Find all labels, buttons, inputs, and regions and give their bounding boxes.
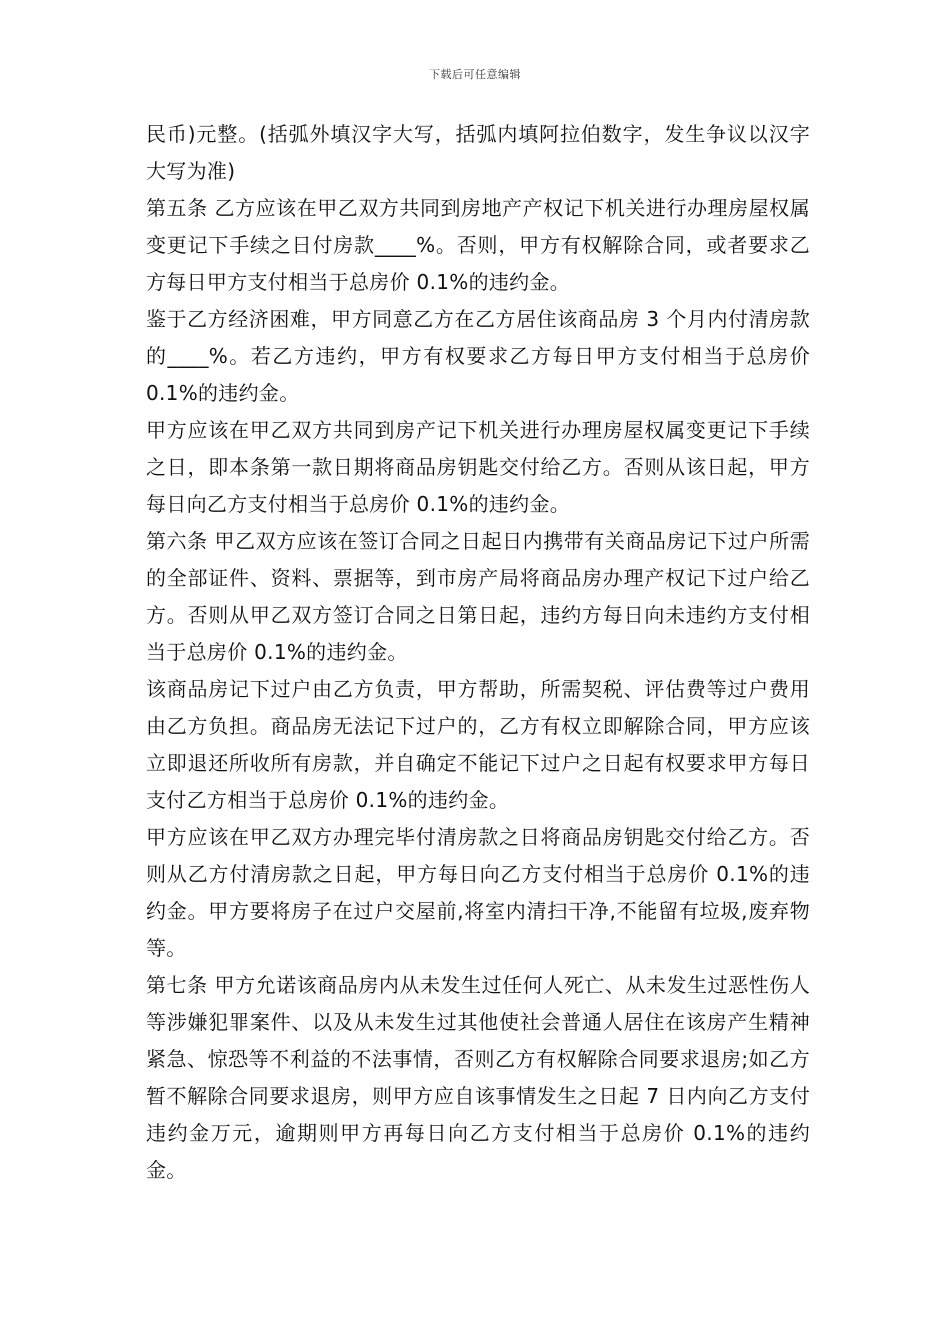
paragraph: 民币)元整。(括弧外填汉字大写，括弧内填阿拉伯数字，发生争议以汉字大写为准) — [146, 122, 810, 183]
paragraph: 第六条 甲乙双方应该在签订合同之日起日内携带有关商品房记下过户所需的全部证件、资料、票据等，到市房产局将商品房办理产权记下过户给乙方。否则从甲乙双方签订合同之日第日起，违约方每日向未违约方支付相当于总房价 0.1%的违约金。 — [146, 529, 810, 664]
paragraph: 第七条 甲方允诺该商品房内从未发生过任何人死亡、从未发生过恶性伤人等涉嫌犯罪案件、以及从未发生过其他使社会普通人居住在该房产生精神紧急、惊恐等不利益的不法事情，否则乙方有权解除合同要求退房;如乙方暂不解除合同要求退房，则甲方应自该事情发生之日起 7 日内向乙方支付违约金万元，逾期则甲方再每日向乙方支付相当于总房价 0.1%的违约金。 — [146, 973, 810, 1182]
paragraph: 第五条 乙方应该在甲乙双方共同到房地产产权记下机关进行办理房屋权属变更记下手续之日付房款____%。否则，甲方有权解除合同，或者要求乙方每日甲方支付相当于总房价 0.1%的违约金。 — [146, 196, 810, 294]
paragraph: 甲方应该在甲乙双方共同到房产记下机关进行办理房屋权属变更记下手续之日，即本条第一款日期将商品房钥匙交付给乙方。否则从该日起，甲方每日向乙方支付相当于总房价 0.1%的违约金。 — [146, 418, 810, 516]
page-header: 下载后可任意编辑 — [429, 68, 521, 81]
document-body — [146, 116, 810, 1189]
paragraph: 该商品房记下过户由乙方负责，甲方帮助，所需契税、评估费等过户费用由乙方负担。商品房无法记下过户的，乙方有权立即解除合同，甲方应该立即退还所收所有房款，并自确定不能记下过户之日起有权要求甲方每日支付乙方相当于总房价 0.1%的违约金。 — [146, 677, 810, 812]
paragraph: 甲方应该在甲乙双方办理完毕付清房款之日将商品房钥匙交付给乙方。否则从乙方付清房款之日起，甲方每日向乙方支付相当于总房价 0.1%的违约金。甲方要将房子在过户交屋前,将室内清扫干净,不能留有垃圾,废弃物等。 — [146, 825, 810, 960]
paragraph: 鉴于乙方经济困难，甲方同意乙方在乙方居住该商品房 3 个月内付清房款的____%。若乙方违约，甲方有权要求乙方每日甲方支付相当于总房价 0.1%的违约金。 — [146, 307, 810, 405]
